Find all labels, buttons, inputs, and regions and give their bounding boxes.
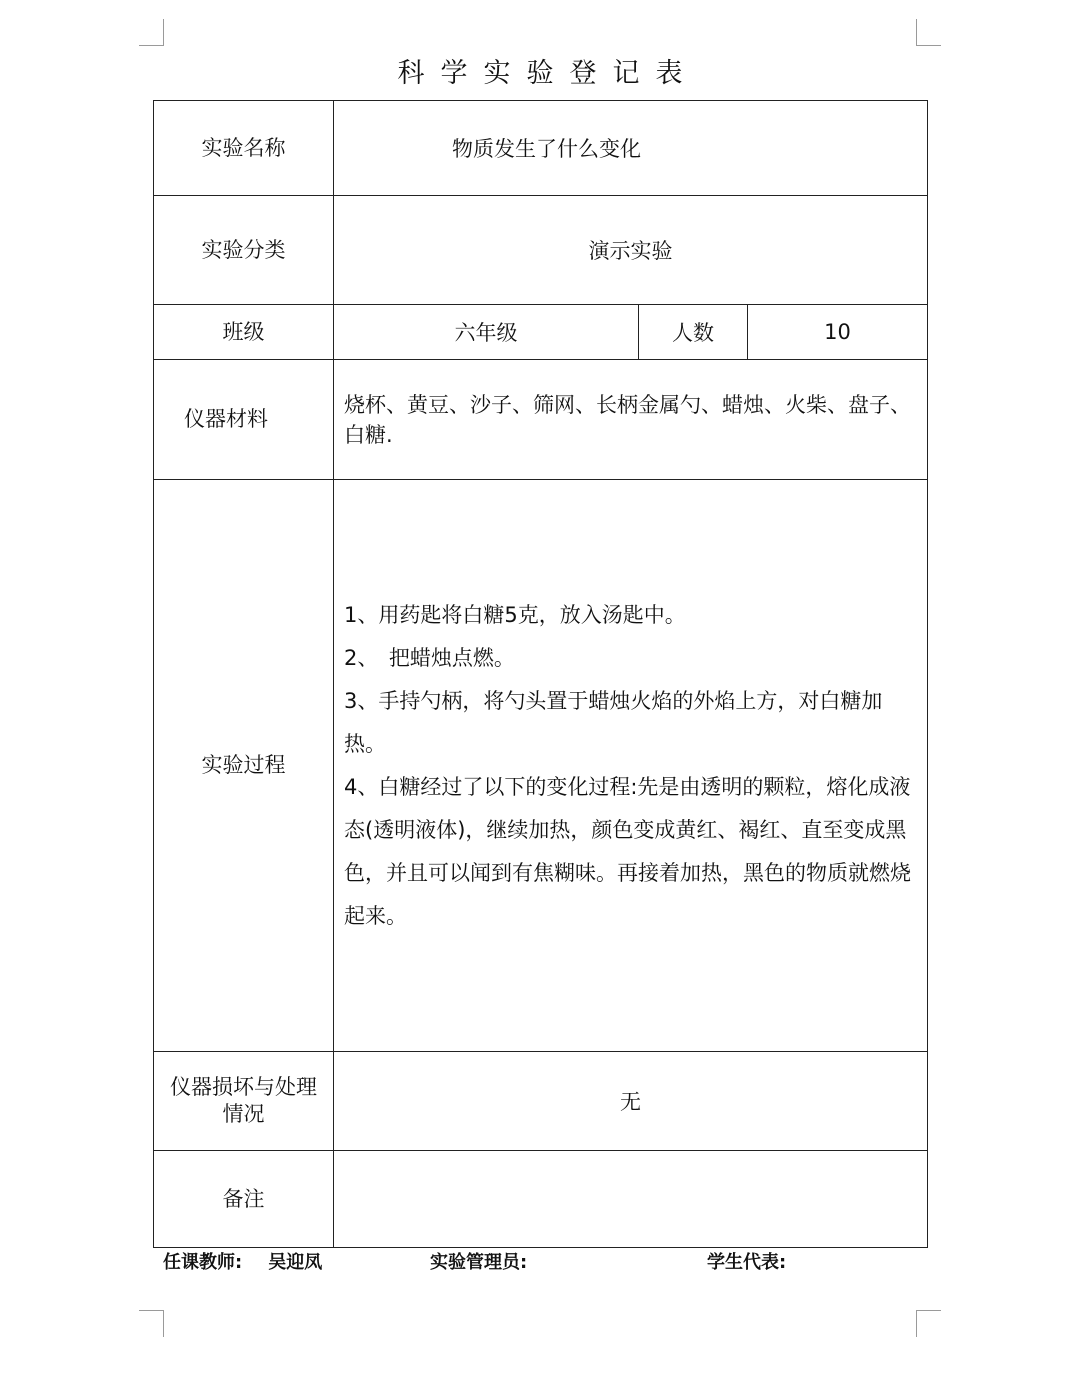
page-corner-mark-top-right	[916, 19, 941, 46]
process-step: 3、手持勺柄，将勺头置于蜡烛火焰的外焰上方，对白糖加热。	[344, 688, 883, 756]
row-experiment-name	[154, 101, 928, 196]
footer-manager-label: 实验管理员:	[430, 1252, 528, 1273]
label-materials: 仪器材料	[154, 360, 334, 480]
row-process	[154, 480, 928, 1052]
label-experiment-name: 实验名称	[154, 101, 334, 196]
label-damage: 仪器损坏与处理情况	[154, 1052, 334, 1151]
footer-student-label: 学生代表:	[707, 1252, 787, 1273]
row-grade	[154, 305, 928, 360]
label-process: 实验过程	[154, 480, 334, 1052]
row-damage	[154, 1052, 928, 1151]
value-experiment-name: 物质发生了什么变化	[334, 101, 928, 196]
footer-teacher-label: 任课教师:	[163, 1252, 243, 1273]
page-corner-mark-bottom-left	[139, 1310, 164, 1337]
page-corner-mark-top-left	[139, 19, 164, 46]
value-process	[334, 480, 928, 1052]
value-student-count: 10	[748, 305, 928, 360]
row-experiment-category	[154, 196, 928, 305]
document-title: 科学实验登记表	[397, 58, 699, 89]
value-experiment-category: 演示实验	[334, 196, 928, 305]
footer-teacher-name: 吴迎凤	[268, 1252, 323, 1273]
row-materials	[154, 360, 928, 480]
process-step: 4、白糖经过了以下的变化过程:先是由透明的颗粒，熔化成液态(透明液体)，继续加热，颜色变成黄红、褐红、直至变成黑色，并且可以闻到有焦糊味。再接着加热，黑色的物质就燃烧起来。	[344, 774, 911, 928]
process-step: 1、用药匙将白糖5克，放入汤匙中。	[344, 602, 686, 627]
label-grade: 班级	[154, 305, 334, 360]
label-student-count: 人数	[639, 305, 748, 360]
label-experiment-category: 实验分类	[154, 196, 334, 305]
footer-teacher	[163, 1250, 322, 1276]
row-remarks	[154, 1151, 928, 1248]
page-corner-mark-bottom-right	[916, 1310, 941, 1337]
process-step: 2、 把蜡烛点燃。	[344, 645, 515, 670]
label-remarks: 备注	[154, 1151, 334, 1248]
experiment-record-table	[153, 100, 928, 1248]
value-remarks	[334, 1151, 928, 1248]
value-grade: 六年级	[334, 305, 639, 360]
value-damage: 无	[334, 1052, 928, 1151]
value-materials: 烧杯、黄豆、沙子、筛网、长柄金属勺、蜡烛、火柴、盘子、白糖.	[334, 360, 928, 480]
